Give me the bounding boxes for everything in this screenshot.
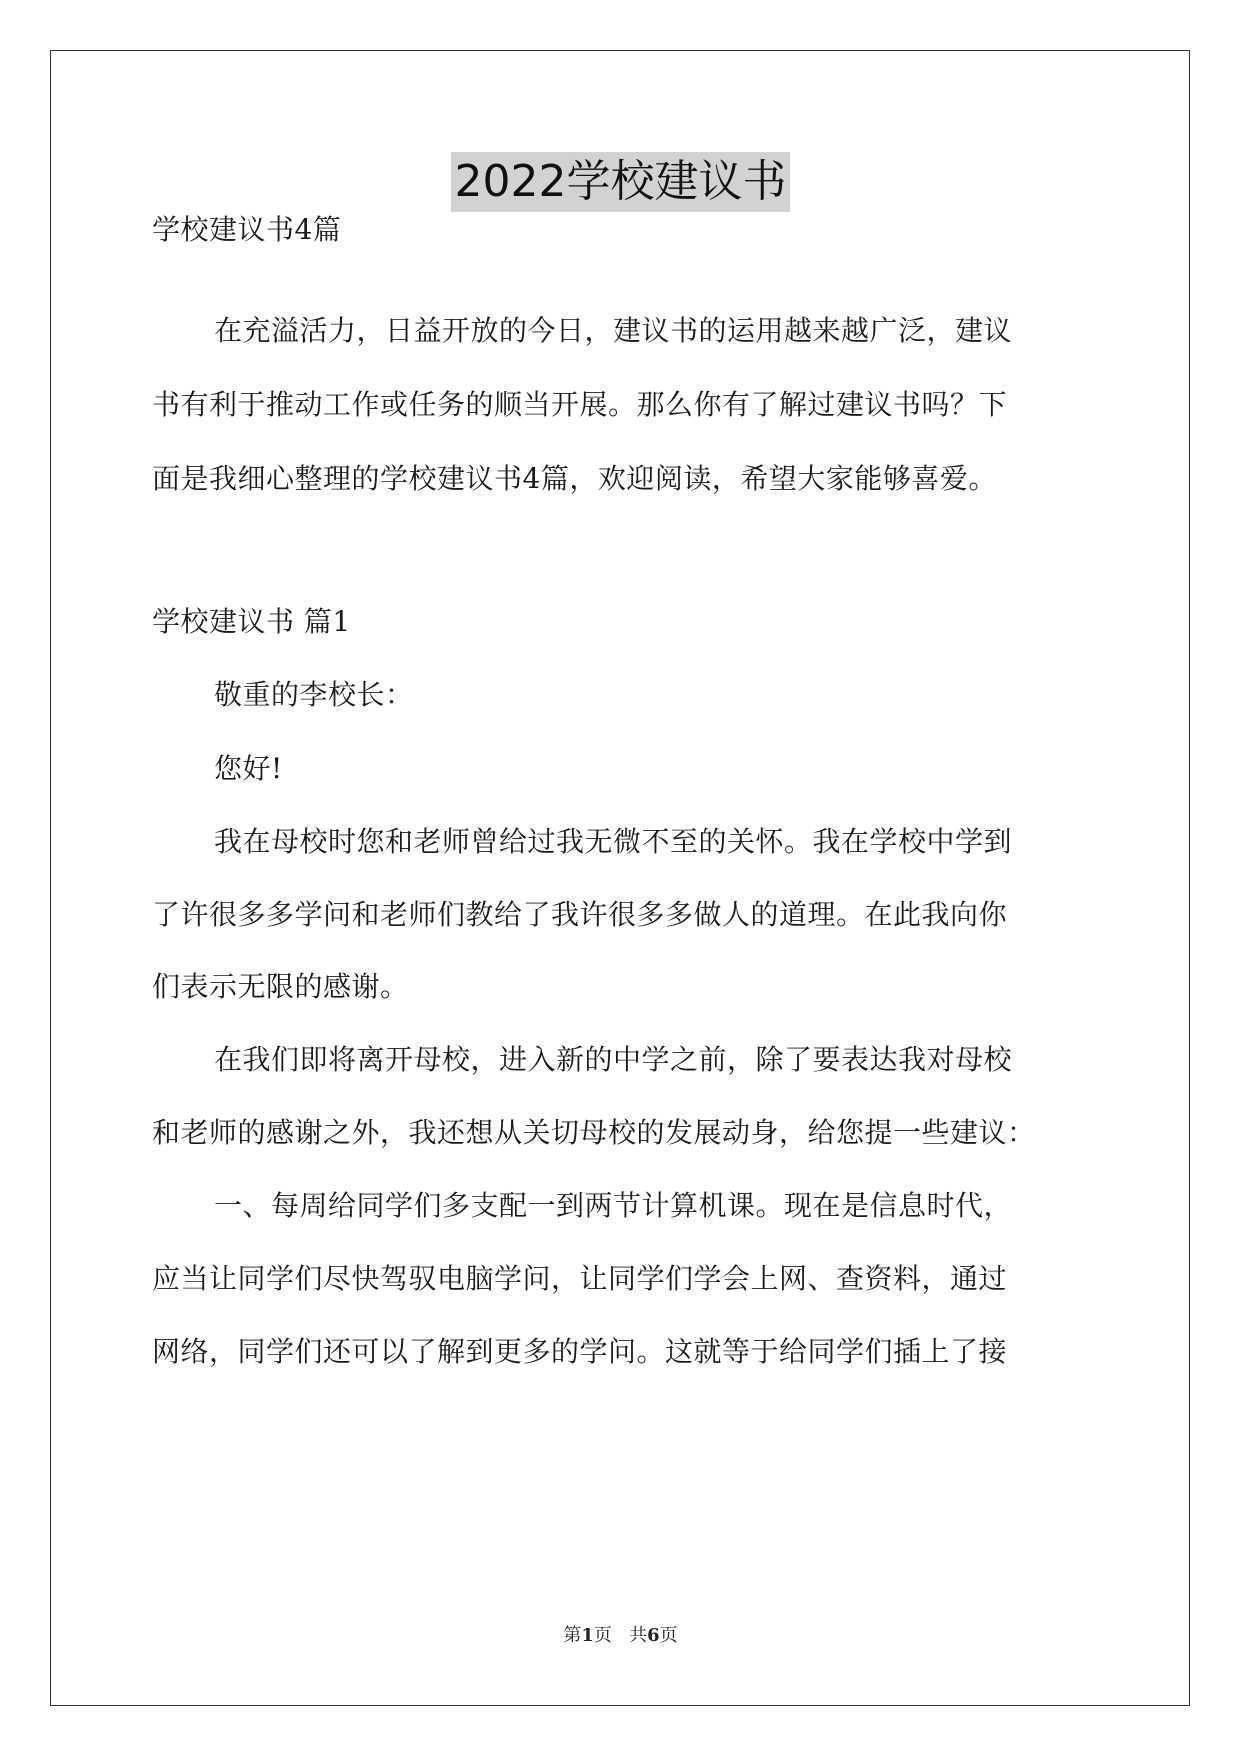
document-title: 2022学校建议书	[451, 152, 791, 212]
title-container	[0, 152, 1241, 212]
footer-page-number: 1	[581, 1625, 594, 1646]
footer-total-suffix: 页	[659, 1625, 678, 1646]
intro-line-3: 面是我细心整理的学校建议书4篇，欢迎阅读，希望大家能够喜爱。	[152, 462, 997, 495]
salutation: 敬重的李校长：	[214, 678, 414, 711]
page-footer	[0, 1624, 1241, 1648]
body-line-1: 我在母校时您和老师曾给过我无微不至的关怀。我在学校中学到	[214, 825, 1013, 858]
body-line-5: 和老师的感谢之外，我还想从关切母校的发展动身，给您提一些建议：	[152, 1116, 1036, 1149]
footer-page-prefix: 第	[563, 1625, 582, 1646]
section-heading: 学校建议书 篇1	[152, 605, 351, 638]
subtitle-line: 学校建议书4篇	[152, 213, 342, 246]
page-border	[50, 50, 1190, 1706]
body-line-6: 一、每周给同学们多支配一到两节计算机课。现在是信息时代，	[214, 1189, 1013, 1222]
intro-line-2: 书有利于推动工作或任务的顺当开展。那么你有了解过建议书吗？下	[152, 388, 1008, 421]
body-line-3: 们表示无限的感谢。	[152, 970, 409, 1003]
footer-total-prefix: 共	[629, 1625, 648, 1646]
body-line-4: 在我们即将离开母校，进入新的中学之前，除了要表达我对母校	[214, 1043, 1013, 1076]
intro-line-1: 在充溢活力，日益开放的今日，建议书的运用越来越广泛，建议	[214, 314, 1013, 347]
body-line-7: 应当让同学们尽快驾驭电脑学问，让同学们学会上网、查资料，通过	[152, 1262, 1008, 1295]
greeting: 您好!	[214, 752, 283, 785]
footer-page-suffix: 页	[593, 1625, 612, 1646]
body-line-2: 了许很多多学问和老师们教给了我许很多多做人的道理。在此我向你	[152, 898, 1008, 931]
body-line-8: 网络，同学们还可以了解到更多的学问。这就等于给同学们插上了接	[152, 1335, 1008, 1368]
footer-total-number: 6	[647, 1625, 660, 1646]
